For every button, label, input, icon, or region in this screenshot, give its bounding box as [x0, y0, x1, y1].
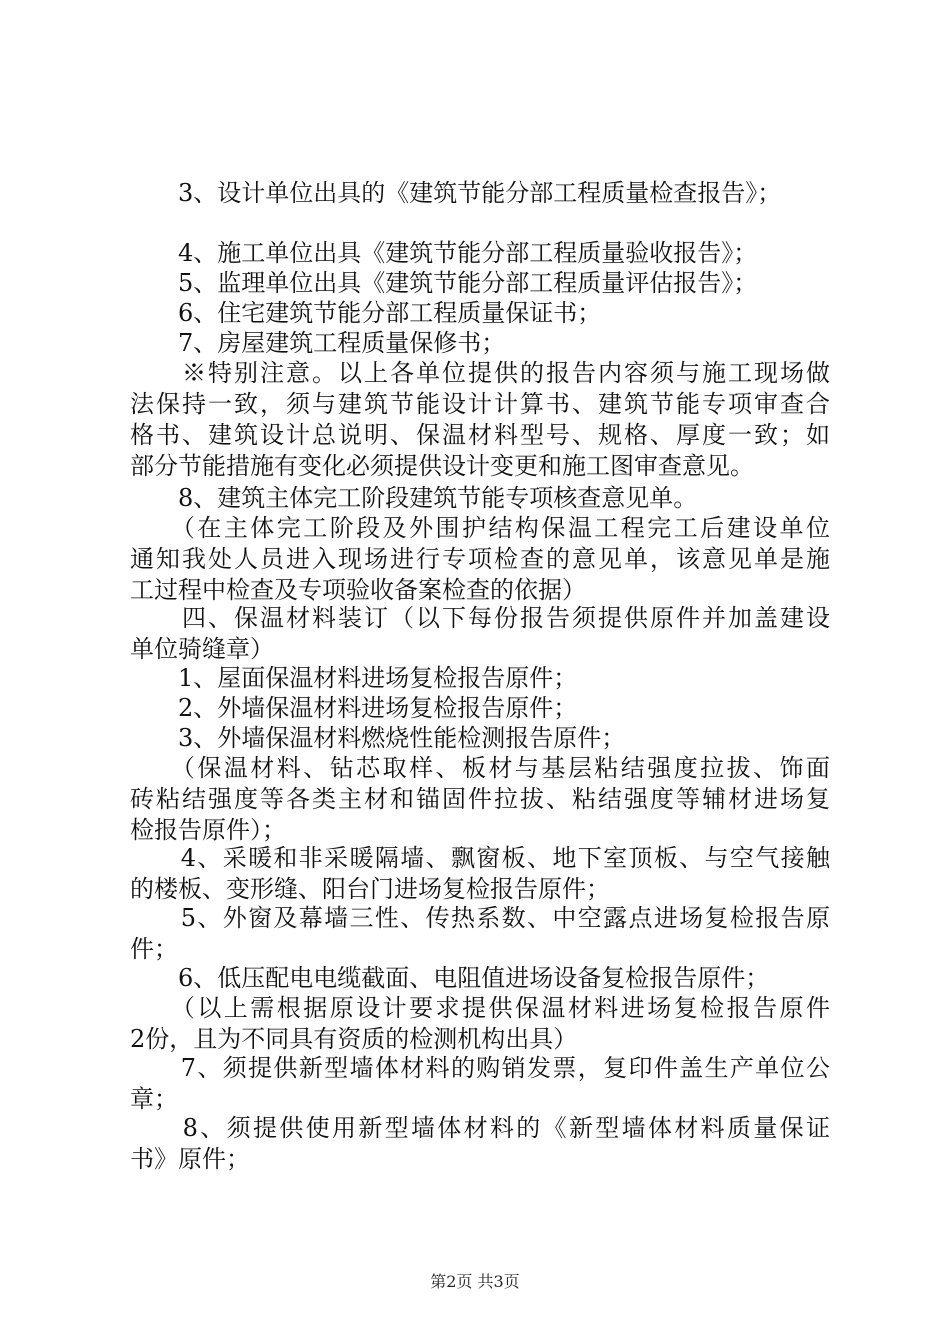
text-line: 章；	[130, 1085, 178, 1113]
text-line: 2份，且为不同具有资质的检测机构出具）	[130, 1025, 578, 1053]
text-line: 6、低压配电电缆截面、电阻值进场设备复检报告原件；	[130, 964, 770, 992]
text-line: 工过程中检查及专项验收备案检查的依据）	[130, 576, 586, 604]
text-line: 4、采暖和非采暖隔墙、飘窗板、地下室顶板、与空气接触	[130, 844, 830, 872]
text-line: 单位骑缝章）	[130, 635, 274, 663]
text-line: 法保持一致，须与建筑节能设计计算书、建筑节能专项审查合	[130, 390, 830, 418]
text-line: （保温材料、钻芯取样、板材与基层粘结强度拉拔、饰面	[130, 754, 830, 782]
text-line: 1、屋面保温材料进场复检报告原件；	[130, 664, 578, 692]
text-line: （以上需根据原设计要求提供保温材料进场复检报告原件	[130, 994, 830, 1022]
text-line: 8、须提供使用新型墙体材料的《新型墙体材料质量保证	[130, 1114, 830, 1142]
text-line: 四、保温材料装订（以下每份报告须提供原件并加盖建设	[130, 604, 830, 632]
text-line: 7、须提供新型墙体材料的购销发票，复印件盖生产单位公	[130, 1054, 830, 1082]
text-line: （在主体完工阶段及外围护结构保温工程完工后建设单位	[130, 514, 830, 542]
text-line: 格书、建筑设计总说明、保温材料型号、规格、厚度一致；如	[130, 421, 830, 449]
text-line: ※特别注意。以上各单位提供的报告内容须与施工现场做	[130, 359, 830, 387]
text-line: 4、施工单位出具《建筑节能分部工程质量验收报告》；	[130, 239, 758, 267]
text-line: 检报告原件）；	[130, 816, 286, 844]
text-line: 书》原件；	[130, 1145, 250, 1173]
text-line: 8、建筑主体完工阶段建筑节能专项核查意见单。	[130, 484, 698, 512]
text-line: 通知我处人员进入现场进行专项检查的意见单，该意见单是施	[130, 545, 830, 573]
page-footer: 第2页 共3页	[430, 1272, 520, 1291]
text-line: 砖粘结强度等各类主材和锚固件拉拔、粘结强度等辅材进场复	[130, 785, 830, 813]
text-line: 件；	[130, 935, 178, 963]
text-line: 部分节能措施有变化必须提供设计变更和施工图审查意见。	[130, 452, 754, 480]
text-line: 6、住宅建筑节能分部工程质量保证书；	[130, 299, 602, 327]
text-line: 5、监理单位出具《建筑节能分部工程质量评估报告》；	[130, 269, 758, 297]
text-line: 7、房屋建筑工程质量保修书；	[130, 329, 506, 357]
text-line: 2、外墙保温材料进场复检报告原件；	[130, 694, 578, 722]
text-line: 3、外墙保温材料燃烧性能检测报告原件；	[130, 724, 626, 752]
text-line: 3、设计单位出具的《建筑节能分部工程质量检查报告》；	[130, 179, 782, 207]
text-line: 5、外窗及幕墙三性、传热系数、中空露点进场复检报告原	[130, 904, 830, 932]
text-line: 的楼板、变形缝、阳台门进场复检报告原件；	[130, 875, 610, 903]
